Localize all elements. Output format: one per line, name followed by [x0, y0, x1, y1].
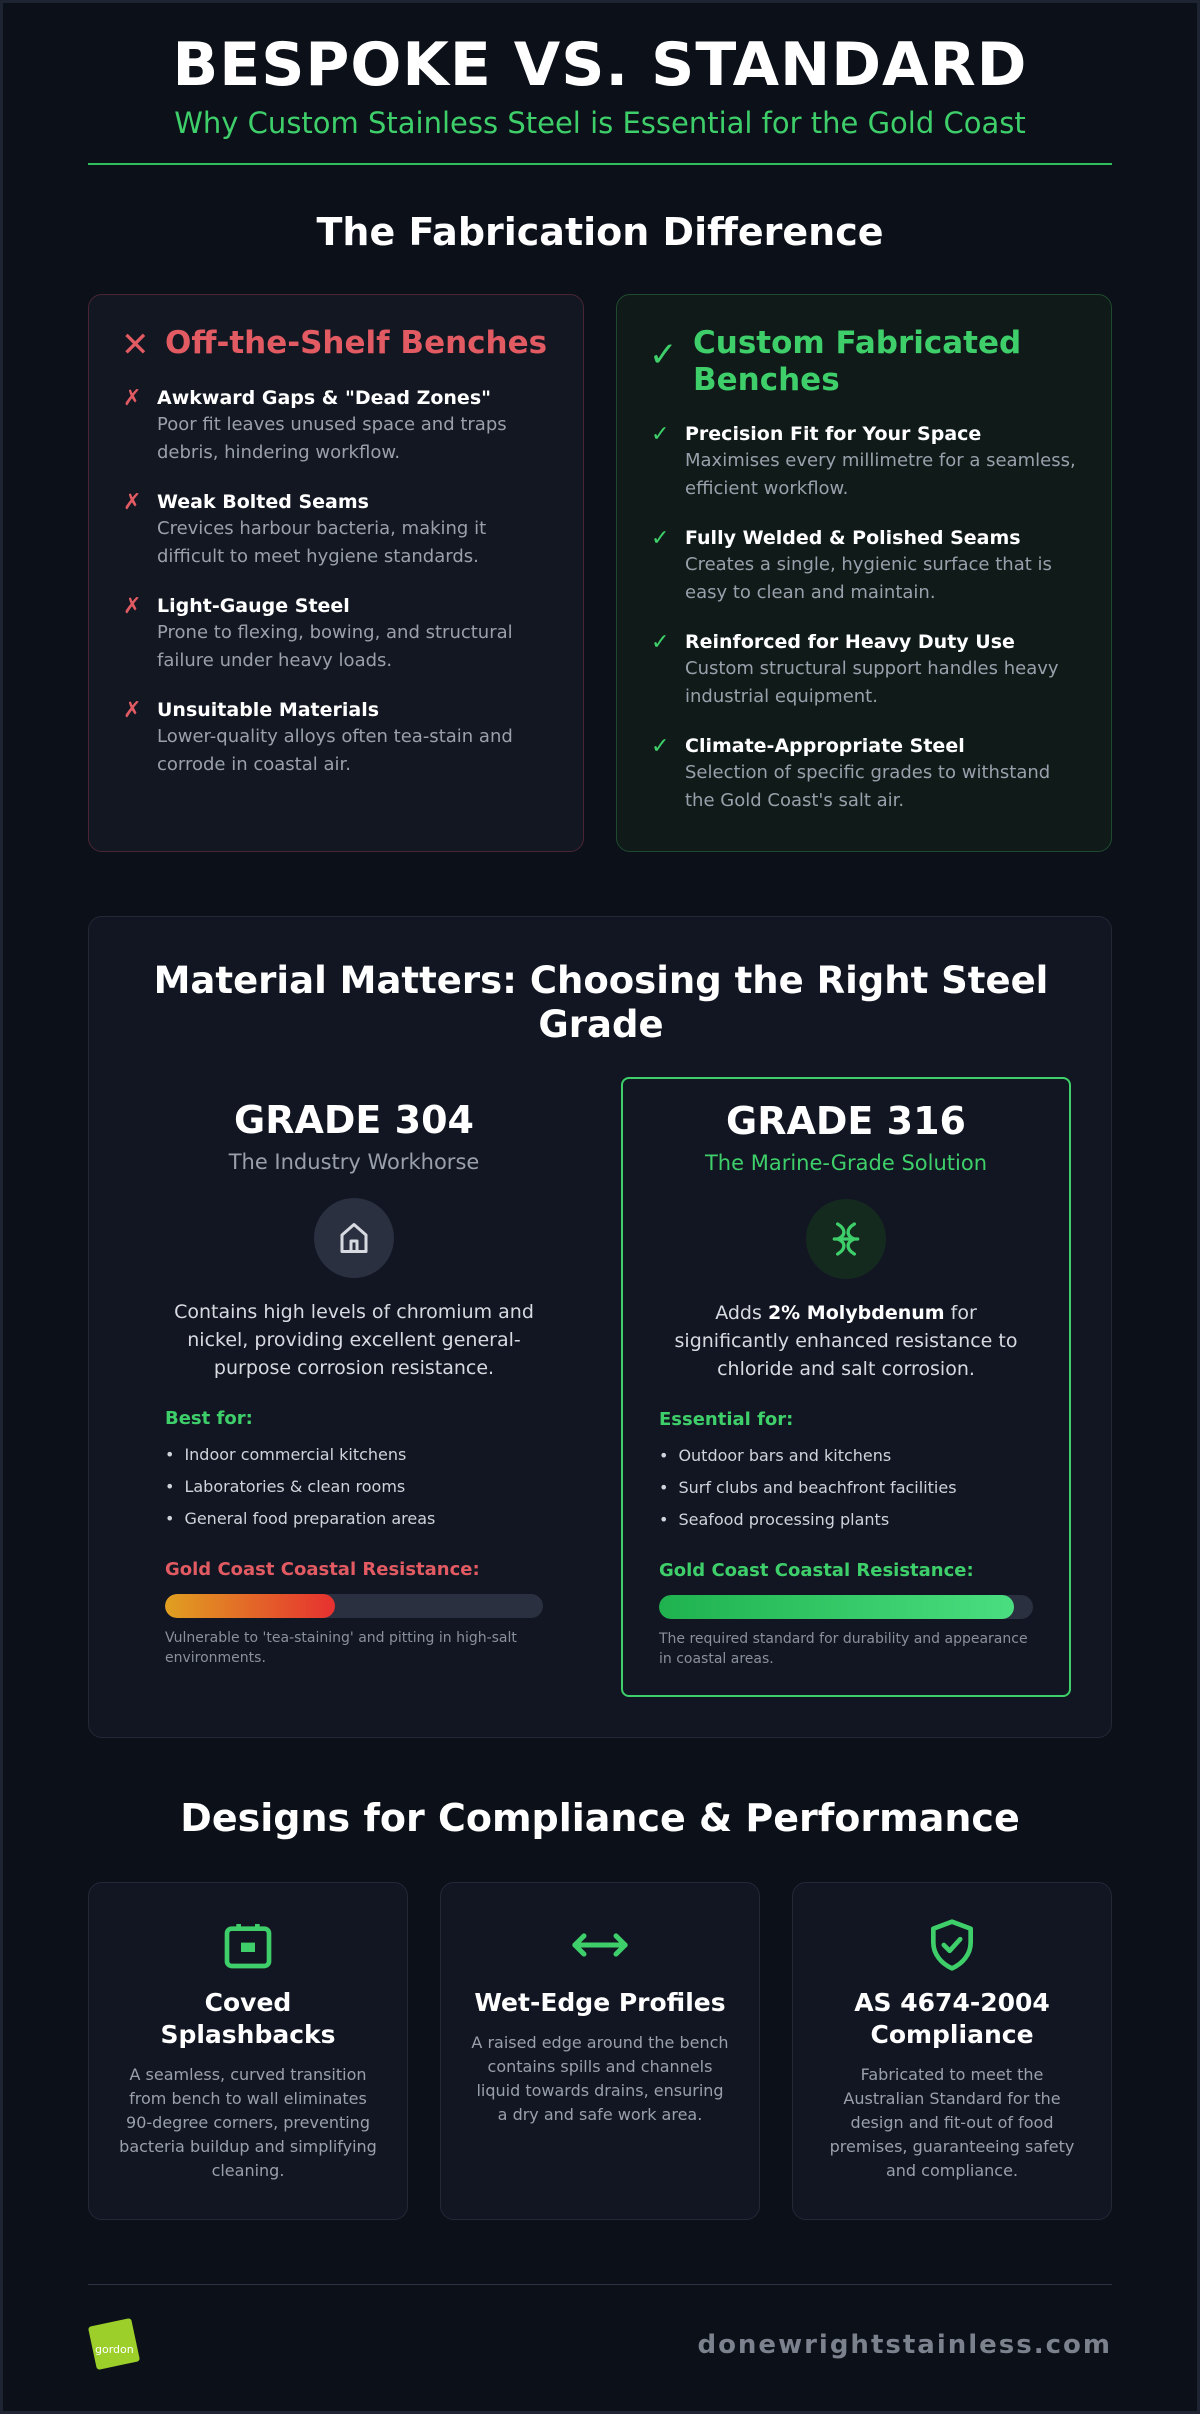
- feature-desc: Fabricated to meet the Australian Standard for the design and fit-out of food premises, guaranteeing safety and compliance.: [829, 2065, 1075, 2180]
- essential-for-label: Essential for:: [659, 1409, 794, 1430]
- desc-bold: 2% Molybdenum: [767, 1302, 945, 1324]
- header-divider: [88, 163, 1112, 165]
- cross-icon: ✗: [123, 490, 142, 515]
- item-title: Climate-Appropriate Steel: [685, 735, 965, 757]
- item-title: Weak Bolted Seams: [157, 491, 369, 513]
- list-item: [649, 733, 1079, 815]
- resistance-label: Gold Coast Coastal Resistance:: [165, 1559, 480, 1580]
- feature-card: [792, 1882, 1112, 2220]
- item-title: Fully Welded & Polished Seams: [685, 527, 1021, 549]
- resistance-bar-fill: [659, 1595, 1014, 1619]
- grade-304-card: [129, 1078, 579, 1696]
- item-desc: Creates a single, hygienic surface that is easy to clean and maintain.: [685, 554, 1052, 603]
- list-item: • Outdoor bars and kitchens: [659, 1440, 1045, 1472]
- arrows-icon: [471, 1915, 729, 1975]
- uses-list: [153, 1439, 555, 1535]
- feature-desc: A raised edge around the bench contains spills and channels liquid towards drains, ensuring a dry and safe work area.: [471, 2033, 729, 2124]
- materials-panel: [88, 916, 1112, 1738]
- website-link[interactable]: donewrightstainless.com: [697, 2330, 1112, 2360]
- custom-card: [616, 294, 1112, 852]
- item-desc: Maximises every millimetre for a seamless, efficient workflow.: [685, 450, 1076, 499]
- item-title: Awkward Gaps & "Dead Zones": [157, 387, 492, 409]
- grade-note: Vulnerable to 'tea-staining' and pitting in high-salt environments.: [165, 1630, 517, 1666]
- feature-card: [440, 1882, 760, 2220]
- item-title: Unsuitable Materials: [157, 699, 380, 721]
- item-title: Reinforced for Heavy Duty Use: [685, 631, 1015, 653]
- feature-title: AS 4674-2004 Compliance: [854, 1988, 1050, 2049]
- list-item: [121, 697, 551, 779]
- house-icon: [314, 1198, 394, 1278]
- grade-note: The required standard for durability and appearance in coastal areas.: [659, 1631, 1028, 1667]
- grade-desc: [647, 1299, 1045, 1383]
- grade-desc: Contains high levels of chromium and nickel, providing excellent general-purpose corrosion resistance.: [174, 1301, 534, 1379]
- off-shelf-card: [88, 294, 584, 852]
- list-item: [121, 593, 551, 675]
- item-desc: Selection of specific grades to withstand the Gold Coast's salt air.: [685, 762, 1051, 811]
- check-icon: ✓: [651, 734, 670, 759]
- item-title: Light-Gauge Steel: [157, 595, 350, 617]
- comparison-title: The Fabrication Difference: [316, 210, 884, 254]
- list-item: • Seafood processing plants: [659, 1504, 1045, 1536]
- shield-check-icon: [823, 1915, 1081, 1975]
- grade-subtitle: The Industry Workhorse: [228, 1150, 480, 1174]
- check-icon: ✓: [651, 422, 670, 447]
- check-icon: ✓: [649, 335, 678, 375]
- feature-desc: A seamless, curved transition from bench to wall eliminates 90-degree corners, preventing bacteria buildup and simplifying cleaning.: [119, 2065, 377, 2180]
- page-title: BESPOKE VS. STANDARD: [172, 30, 1028, 100]
- grade-subtitle: The Marine-Grade Solution: [704, 1151, 987, 1175]
- best-for-label: Best for:: [165, 1408, 253, 1429]
- grade-name: GRADE 304: [234, 1098, 474, 1142]
- cross-icon: ✗: [123, 386, 142, 411]
- check-icon: ✓: [651, 630, 670, 655]
- cross-icon: ✗: [123, 594, 142, 619]
- check-icon: ✓: [651, 526, 670, 551]
- item-desc: Crevices harbour bacteria, making it difficult to meet hygiene standards.: [157, 518, 487, 567]
- item-title: Precision Fit for Your Space: [685, 423, 982, 445]
- off-shelf-title: Off-the-Shelf Benches: [165, 325, 548, 361]
- list-item: • Surf clubs and beachfront facilities: [659, 1472, 1045, 1504]
- custom-title: Custom Fabricated Benches: [693, 325, 1022, 398]
- desc-text: Adds: [715, 1302, 768, 1324]
- page-subtitle: Why Custom Stainless Steel is Essential for the Gold Coast: [174, 106, 1026, 140]
- list-item: • Laboratories & clean rooms: [165, 1471, 555, 1503]
- features-title: Designs for Compliance & Performance: [180, 1796, 1020, 1840]
- feature-card: [88, 1882, 408, 2220]
- wave-icon: [806, 1199, 886, 1279]
- grade-name: GRADE 316: [726, 1099, 966, 1143]
- list-item: • Indoor commercial kitchens: [165, 1439, 555, 1471]
- item-desc: Prone to flexing, bowing, and structural failure under heavy loads.: [157, 622, 513, 671]
- list-item: [649, 629, 1079, 711]
- feature-title: Wet-Edge Profiles: [474, 1988, 726, 2017]
- item-desc: Custom structural support handles heavy industrial equipment.: [685, 658, 1059, 707]
- resistance-bar: [659, 1595, 1033, 1619]
- materials-title: Material Matters: Choosing the Right Steel Grade: [153, 959, 1049, 1046]
- resistance-bar-fill: [165, 1594, 335, 1618]
- uses-list: [647, 1440, 1045, 1536]
- desc-text: for significantly enhanced resistance to chloride and salt corrosion.: [674, 1302, 1018, 1380]
- splashback-icon: [119, 1915, 377, 1975]
- list-item: • General food preparation areas: [165, 1503, 555, 1535]
- cross-icon: ✕: [121, 325, 150, 365]
- cross-icon: ✗: [123, 698, 142, 723]
- feature-title: Coved Splashbacks: [160, 1988, 336, 2049]
- list-item: [649, 525, 1079, 607]
- footer-divider: [88, 2284, 1112, 2285]
- list-item: [649, 421, 1079, 503]
- item-desc: Poor fit leaves unused space and traps debris, hindering workflow.: [157, 414, 507, 463]
- item-desc: Lower-quality alloys often tea-stain and corrode in coastal air.: [157, 726, 513, 775]
- resistance-bar: [165, 1594, 543, 1618]
- list-item: [121, 385, 551, 467]
- page-header: [0, 30, 1200, 140]
- logo-text: gordon: [95, 2343, 134, 2356]
- list-item: [121, 489, 551, 571]
- grade-316-card: [621, 1077, 1071, 1697]
- resistance-label: Gold Coast Coastal Resistance:: [659, 1560, 974, 1581]
